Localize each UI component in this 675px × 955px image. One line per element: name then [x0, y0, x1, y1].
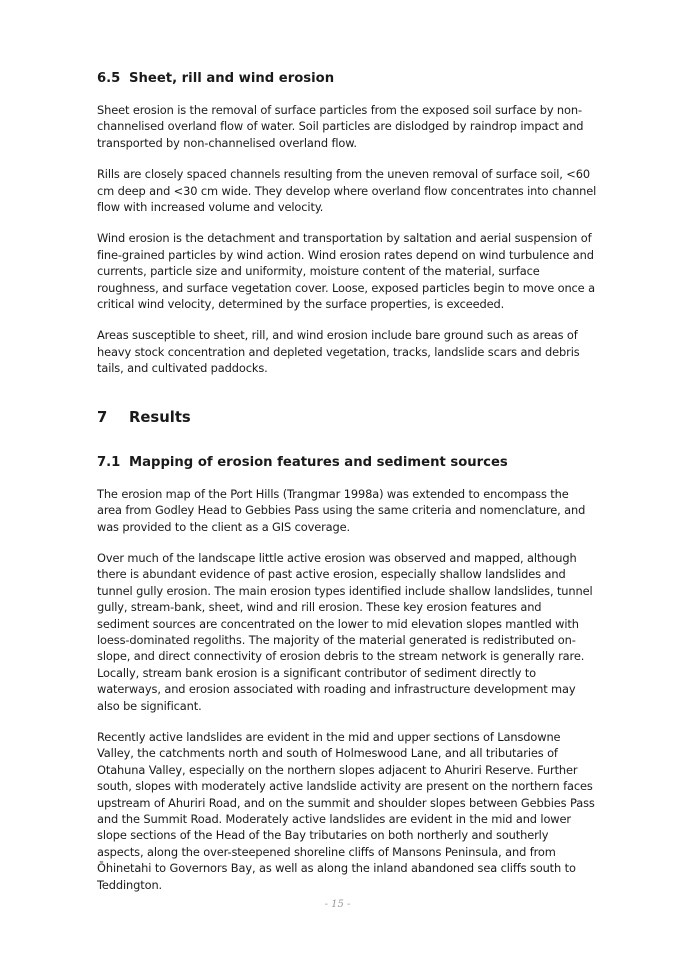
paragraph-erosion-map: The erosion map of the Port Hills (Trangmar 1998a) was extended to encompass the area from Godley Head to Gebbies Pass using the same criteria and nomenclature, and was provided to the client as a GIS coverage.	[97, 486, 586, 534]
section-number: 7	[97, 408, 108, 426]
paragraph-wind-erosion: Wind erosion is the detachment and transportation by saltation and aerial suspension of fine-grained particles by wind action. Wind erosion rates depend on wind turbulence and currents, particle size and uniformity, moisture content of the material, surface roughness, and surface vegetation cover. Loose, exposed particles begin to move once a critical wind velocity, determined by the surface properties, is exceeded.	[97, 231, 595, 312]
section-title: Mapping of erosion features and sediment sources	[129, 454, 508, 470]
section-7-heading	[97, 408, 597, 428]
page-number: - 15 -	[324, 899, 351, 910]
section-6-5-heading	[97, 70, 597, 88]
section-title: Results	[129, 408, 191, 426]
section-7-1-heading	[97, 454, 597, 472]
section-number: 7.1	[97, 454, 121, 470]
paragraph-sheet-erosion: Sheet erosion is the removal of surface particles from the exposed soil surface by non-channelised overland flow of water. Soil particles are dislodged by raindrop impact and transported by non-channelised overland flow.	[97, 103, 584, 150]
section-number: 6.5	[97, 71, 121, 86]
paragraph-susceptible-areas: Areas susceptible to sheet, rill, and wind erosion include bare ground such as areas of heavy stock concentration and depleted vegetation, tracks, landslide scars and debris tails, and cultivated paddocks.	[97, 328, 580, 376]
paragraph-rills: Rills are closely spaced channels resulting from the uneven removal of surface soil, <60 cm deep and <30 cm wide. They develop where overland flow concentrates into channel flow with increased volume and velocity.	[97, 167, 597, 215]
document-page	[97, 67, 597, 893]
section-title: Sheet, rill and wind erosion	[129, 71, 335, 86]
paragraph-active-landslides: Recently active landslides are evident in the mid and upper sections of Lansdowne Valley, the catchments north and south of Holmeswood Lane, and all tributaries of Otahuna Valley, especially on the northern slopes adjacent to Ahuriri Reserve. Further south, slopes with moderately active landslide activity are present on the northern faces upstream of Ahuriri Road, and on the summit and shoulder slopes between Gebbies Pass and the Summit Road. Moderately active landslides are evident in the mid and lower slope sections of the Head of the Bay tributaries on both northerly and southerly aspects, along the over-steepened shoreline cliffs of Mansons Peninsula, and from Ōhinetahi to Governors Bay, as well as along the inland abandoned sea cliffs south to Teddington.	[97, 729, 595, 892]
paragraph-landscape-overview: Over much of the landscape little active erosion was observed and mapped, although there is abundant evidence of past active erosion, especially shallow landslides and tunnel gully erosion. The main erosion types identified include shallow landslides, tunnel gully, stream-bank, sheet, wind and rill erosion. These key erosion features and sediment sources are concentrated on the lower to mid elevation slopes mantled with loess-dominated regoliths. The majority of the material generated is redistributed on-slope, and direct connectivity of erosion debris to the stream network is generally rare. Locally, stream bank erosion is a significant contributor of sediment directly to waterways, and erosion associated with roading and infrastructure development may also be significant.	[97, 550, 593, 713]
